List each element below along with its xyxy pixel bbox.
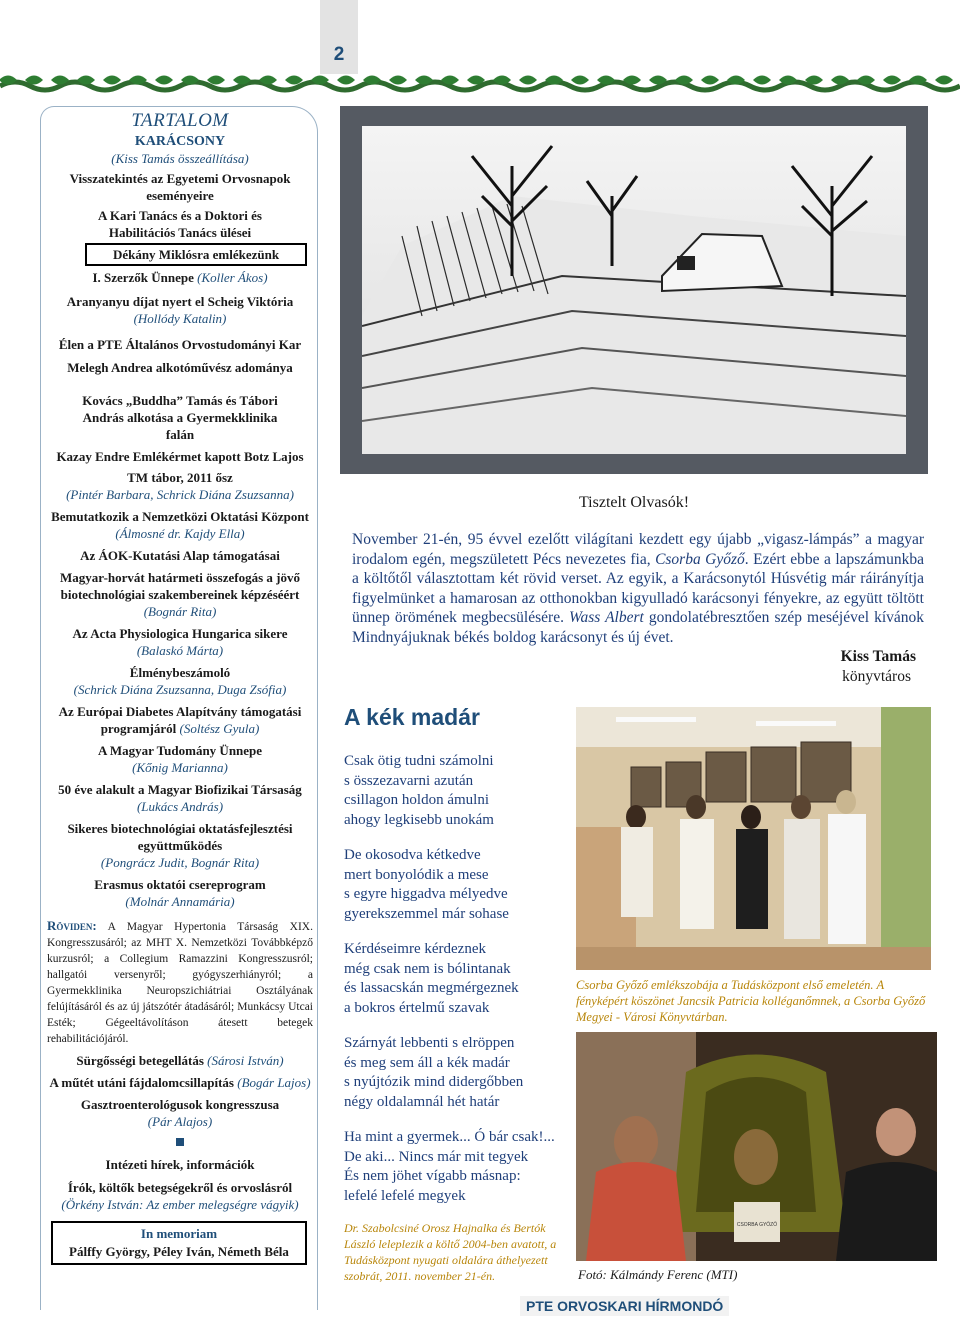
toc-entry-11-author: (Álmosné dr. Kajdy Ella) — [115, 526, 245, 541]
poem-line: Szárnyát lebbenti s elröppen — [344, 1035, 515, 1051]
signature-role: könyvtáros — [842, 668, 911, 685]
poem-line: ahogy legkisebb unokám — [344, 811, 494, 828]
toc-title: TARTALOM — [131, 110, 229, 131]
poem-line: gyerekszemmel már sohase — [344, 905, 509, 922]
toc-section-author: (Kiss Tamás összeállítása) — [111, 151, 249, 166]
poem-stanza — [344, 940, 574, 1018]
holly-leaf — [155, 76, 173, 85]
toc-entry-10-author: (Pintér Barbara, Schrick Diána Zsuzsanna) — [66, 487, 294, 502]
toc-section: KARÁCSONY — [134, 134, 226, 149]
toc-entry-9[interactable]: Kazay Endre Emlékérmet kapott Botz Lajos — [56, 449, 304, 464]
poem-line: De okosodva kétkedve — [344, 847, 481, 863]
toc-entry-4-author: (Koller Ákos) — [193, 270, 268, 285]
poem-line: s nyújtózik mind didergőbben — [344, 1074, 524, 1090]
toc-entry-3-boxed[interactable]: Dékány Miklósra emlékezünk — [85, 243, 307, 266]
statue-unveiling-photo — [576, 1032, 937, 1261]
toc-entry-4[interactable] — [45, 269, 315, 286]
holly-leaf — [571, 76, 589, 85]
toc-entry-23[interactable]: Gasztroenterológusok kongresszusa — [80, 1097, 280, 1112]
holly-leaf — [701, 76, 719, 85]
poem-line: csillagon holdon ámulni — [344, 792, 489, 808]
toc-entry-2[interactable]: A Kari Tanács és a Doktori és Habilitációs Tanács ülései — [98, 208, 262, 240]
holly-leaf — [519, 76, 537, 85]
roviden-block — [45, 918, 315, 1047]
poem-line: négy oldalamnál hét határ — [344, 1093, 500, 1110]
toc-entry-17-author: (Kőnig Marianna) — [132, 760, 228, 775]
poem-body — [344, 752, 574, 1222]
poem-stanza — [344, 1128, 574, 1206]
letter-wass: Wass Albert — [569, 609, 644, 626]
signature-name: Kiss Tamás — [840, 648, 916, 665]
footer-bar — [508, 1296, 932, 1316]
toc-entry-8[interactable]: Kovács „Buddha” Tamás és Tábori András alkotása a Gyermekklinika falán — [82, 393, 278, 442]
poem-line: És nem jöhet vígabb másnap: — [344, 1168, 521, 1184]
toc-entry-25[interactable]: Írók, költők betegségekről és orvoslásról — [67, 1180, 293, 1195]
toc-entry-14[interactable]: Az Acta Physiologica Hungarica sikere — [72, 626, 288, 641]
toc-entry-22-author: (Bogár Lajos) — [233, 1075, 311, 1090]
holly-leaf — [753, 76, 771, 85]
poem-title: A kék madár — [344, 704, 480, 730]
poem-line: mert bonyolódik a mese — [344, 866, 489, 883]
memoriam-names: Pálffy György, Péley Iván, Németh Béla — [69, 1244, 289, 1259]
holly-leaf — [337, 76, 355, 85]
holly-leaf — [883, 76, 901, 85]
winter-vineyard-photo — [340, 106, 928, 474]
toc-entry-18-author: (Lukács András) — [136, 799, 224, 814]
poem-line: a bokros értelmű szavak — [344, 999, 490, 1016]
toc-entry-21-author: (Sárosi István) — [203, 1053, 284, 1068]
toc-entry-20[interactable]: Erasmus oktatói csereprogram — [94, 877, 266, 892]
poem-stanza — [344, 1034, 574, 1112]
letter-p3: gondolatébresztően szép meséjével kívánok Mindnyájuknak békés boldog karácsonyt és új évet. — [352, 609, 925, 646]
section-divider-square — [176, 1138, 184, 1146]
table-of-contents — [40, 106, 318, 1310]
poem-line: s egyre higgadva mélyedve — [344, 886, 508, 902]
statue-plaque-text: CSORBA GYŐZŐ — [736, 1222, 778, 1228]
toc-entry-19-author: (Pongrácz Judit, Bognár Rita) — [100, 855, 260, 870]
poem-line: De aki... Nincs már mit tegyek — [344, 1148, 529, 1165]
poem-line: s összezavarni azután — [344, 772, 474, 789]
toc-entry-1[interactable]: Visszatekintés az Egyetemi Orvosnapok eseményeire — [69, 171, 291, 203]
holly-leaf — [103, 76, 121, 85]
winter-vineyard-image — [362, 126, 906, 454]
toc-entry-22[interactable] — [45, 1074, 315, 1091]
toc-entry-18[interactable]: 50 éve alakult a Magyar Biofizikai Társaság — [58, 782, 302, 797]
statue-unveiling-image — [576, 1032, 937, 1261]
toc-entry-6[interactable]: Élen a PTE Általános Orvostudományi Kar — [58, 337, 302, 352]
statue-caption: Dr. Szabolcsiné Orosz Hajnalka és Bertók László leleplezik a költő 2004-ben avatott, a Tudásközpont nyugati oldalára áthelyezett szobrát, 2011. november 21-én. — [344, 1221, 557, 1283]
toc-entry-7[interactable]: Melegh Andrea alkotóművész adománya — [67, 360, 293, 375]
in-memoriam-box[interactable] — [51, 1221, 307, 1265]
toc-entry-25-author: (Örkény István: Az ember melegségre vágyik) — [61, 1197, 299, 1212]
poem-line: Kérdéseimre kérdeznek — [344, 941, 487, 957]
letter-body — [352, 530, 924, 647]
toc-entry-16-author: (Soltész Gyula) — [176, 721, 260, 736]
holly-leaf — [389, 76, 407, 85]
toc-entry-16-title: Az Európai Diabetes Alapítvány támogatási programjáról — [58, 704, 302, 736]
memorial-room-image — [576, 707, 931, 970]
toc-entry-20-author: (Molnár Annamária) — [125, 894, 235, 909]
toc-entry-14-author: (Balaskó Márta) — [136, 643, 224, 658]
poem-line: és lassacskán megmérgeznek — [344, 980, 519, 996]
toc-entry-16[interactable] — [45, 703, 315, 737]
poem-line: Csak ötig tudni számolni — [344, 753, 494, 769]
poem-line: lefelé lefelé megyek — [344, 1187, 466, 1204]
toc-entry-17[interactable]: A Magyar Tudomány Ünnepe — [97, 743, 263, 758]
poem-stanza — [344, 846, 574, 924]
toc-entry-10[interactable]: TM tábor, 2011 ősz — [127, 470, 233, 485]
toc-entry-13[interactable]: Magyar-horvát határmeti összefogás a jövő biotechnológiai szakembereinek képzéséért — [60, 570, 300, 602]
toc-entry-21-title: Sürgősségi betegellátás — [76, 1053, 204, 1068]
letter-poet: Csorba Győző — [655, 550, 745, 568]
photo-credit: Fotó: Kálmándy Ferenc (MTI) — [578, 1267, 738, 1282]
toc-entry-11[interactable]: Bemutatkozik a Nemzetközi Oktatási Központ — [51, 509, 309, 524]
roviden-text: A Magyar Hypertonia Társaság XIX. Kongresszusáról; az MHT X. Nemzetközi Továbbképző kurzusról; a Collegium Ramazzini Kongresszusról; hallgatói versenyről; gyógyszerhiányról; a Gyermekklinika Neuropszichiátriai Osztályának felújításáról és az új játszótér átadásáról; Munkácsy Utcai Esték; Gégeeltávolításon átesett betegek rehabilitációjáról. — [47, 921, 313, 1045]
letter-p2: . Ezért ebbe a lapszámunkba a költőtől választottam két rövid verset. Az egyik, a Karácsonytól Húsvétig már ráirányítja figyelmünket a hamarosan az otthonokban kigyulladó karácsonyi fényekre, az együtt töltött ünnep örömének megbecsülésére. — [352, 550, 924, 626]
roviden-label: Röviden: — [47, 918, 97, 933]
letter-p1: November 21-én, 95 évvel ezelőtt világítani kezdett egy újabb „vigasz-lámpás” a magyar irodalom egén, megszületett Pécs nevezetes fia, — [352, 531, 924, 568]
toc-entry-21[interactable] — [45, 1052, 315, 1069]
poem-line: Ha mint a gyermek... Ó bár csak!... — [344, 1129, 555, 1145]
poem-stanza — [344, 752, 574, 830]
toc-entry-15[interactable]: Élménybeszámoló — [129, 665, 231, 680]
poem-line: és meg sem áll a kék madár — [344, 1054, 510, 1071]
toc-entry-23-author: (Pár Alajos) — [147, 1114, 213, 1129]
editor-letter — [340, 486, 928, 696]
toc-entry-12[interactable]: Az ÁOK-Kutatási Alap támogatásai — [80, 548, 280, 563]
footer-title: PTE ORVOSKARI HÍRMONDÓ — [520, 1296, 729, 1316]
toc-entry-22-title: A műtét utáni fájdalomcsillapítás — [49, 1075, 234, 1090]
poem-line: még csak nem is bólintanak — [344, 960, 511, 977]
toc-entry-5[interactable]: Aranyanyu díjat nyert el Scheig Viktória — [66, 294, 294, 309]
page-number-tab — [320, 0, 358, 74]
toc-entry-24[interactable]: Intézeti hírek, információk — [105, 1157, 255, 1172]
memorial-room-caption: Csorba Győző emlékszobája a Tudásközpont első emeletén. A fényképért köszönet Jancsik Patricia kolléganőmnek, a Csorba Győző Megyei - Városi Könyvtárban. — [576, 978, 926, 1024]
page-number: 2 — [333, 44, 345, 65]
memoriam-title: In memoriam — [140, 1226, 218, 1241]
holly-garland — [0, 70, 960, 104]
letter-greeting: Tisztelt Olvasók! — [578, 494, 690, 511]
toc-entry-13-author: (Bognár Rita) — [143, 604, 217, 619]
memorial-room-photo — [576, 707, 931, 970]
holly-leaf — [935, 76, 953, 85]
toc-entry-15-author: (Schrick Diána Zsuzsanna, Duga Zsófia) — [73, 682, 287, 697]
toc-entry-5-author: (Hollódy Katalin) — [133, 311, 227, 326]
toc-entry-4-title: I. Szerzők Ünnepe — [92, 270, 194, 285]
toc-entry-19[interactable]: Sikeres biotechnológiai oktatásfejlesztési együttműködés — [67, 821, 293, 853]
